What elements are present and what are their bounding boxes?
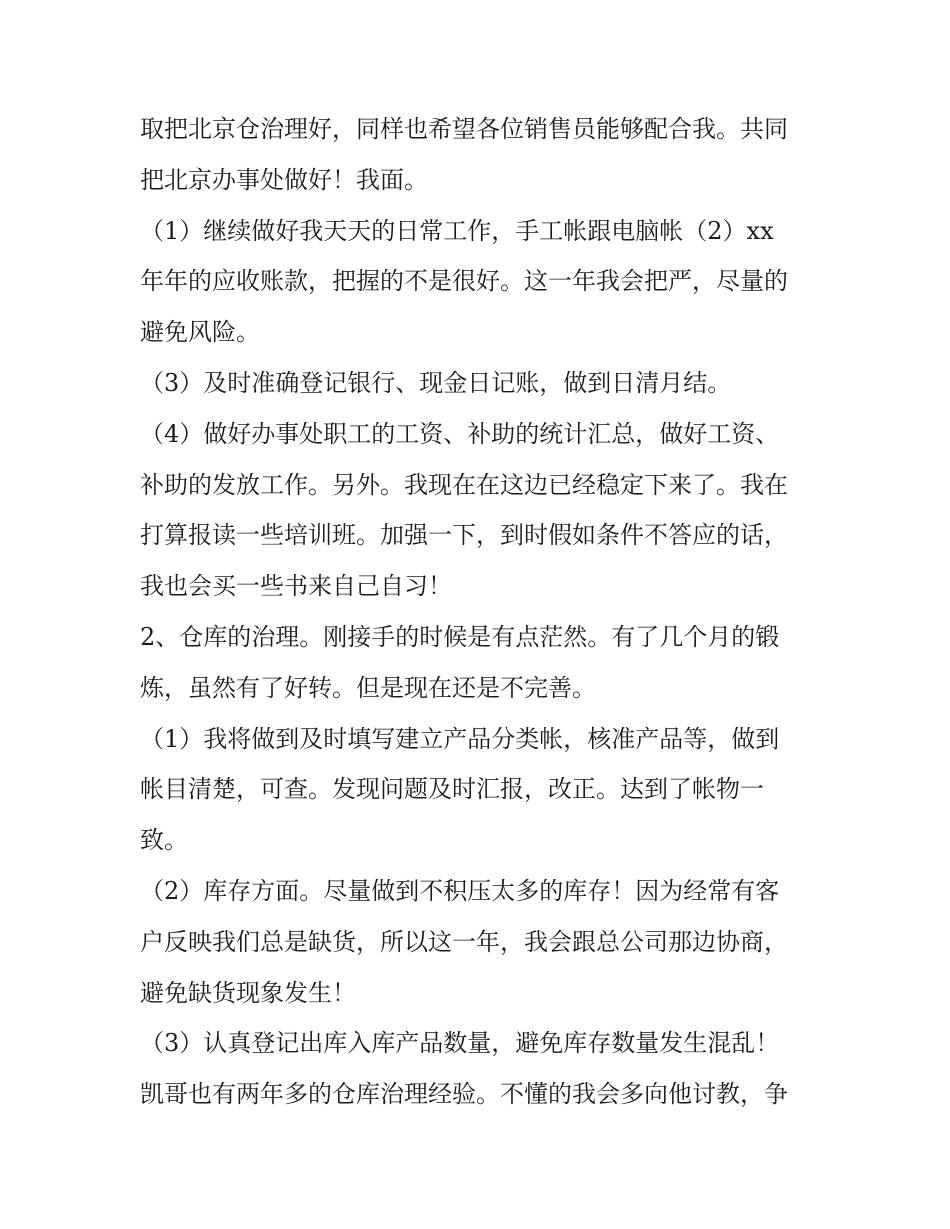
text-line-6: （3）及时准确登记银行、现金日记账，做到日清月结。: [140, 368, 732, 397]
text-line-7: （4）做好办事处职工的工资、补助的统计汇总，做好工资、: [140, 419, 780, 448]
text-line-9: 打算报读一些培训班。加强一下，到时假如条件不答应的话，: [140, 521, 788, 550]
text-line-10: 我也会买一些书来自己自习！: [140, 572, 452, 601]
text-line-17: 户反映我们总是缺货，所以这一年，我会跟总公司那边协商，: [140, 927, 788, 956]
text-line-2: 把北京办事处做好！我面。: [140, 165, 428, 194]
text-line-12: 炼，虽然有了好转。但是现在还是不完善。: [140, 673, 596, 702]
text-line-19: （3）认真登记出库入库产品数量，避免库存数量发生混乱！: [140, 1029, 780, 1058]
text-line-15: 致。: [140, 826, 188, 855]
text-line-11: 2、仓库的治理。刚接手的时候是有点茫然。有了几个月的锻: [140, 622, 780, 651]
text-line-4: 年年的应收账款，把握的不是很好。这一年我会把严，尽量的: [140, 267, 788, 296]
text-line-8: 补助的发放工作。另外。我现在在这边已经稳定下来了。我在: [140, 470, 788, 499]
text-line-16: （2）库存方面。尽量做到不积压太多的库存！因为经常有客: [140, 876, 780, 905]
text-line-5: 避免风险。: [140, 318, 260, 347]
text-line-20: 凯哥也有两年多的仓库治理经验。不懂的我会多向他讨教，争: [140, 1080, 788, 1109]
text-line-3: （1）继续做好我天天的日常工作，手工帐跟电脑帐（2）xx: [140, 216, 774, 245]
text-line-18: 避免缺货现象发生！: [140, 978, 356, 1007]
document-body: [140, 104, 830, 1120]
text-line-14: 帐目清楚，可查。发现问题及时汇报，改正。达到了帐物一: [140, 775, 764, 804]
text-line-1: 取把北京仓治理好，同样也希望各位销售员能够配合我。共同: [140, 115, 788, 143]
text-line-13: （1）我将做到及时填写建立产品分类帐，核准产品等，做到: [140, 724, 780, 753]
